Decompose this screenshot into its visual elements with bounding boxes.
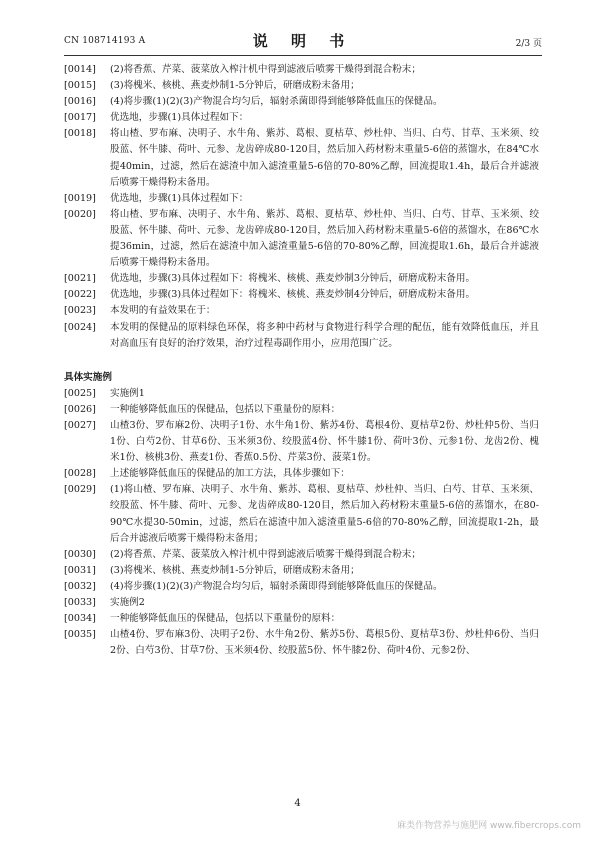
paragraph-number: [0031] — [64, 564, 96, 576]
paragraph-number: [0025] — [64, 387, 96, 399]
paragraph-text: 实施例2 — [110, 597, 145, 608]
paragraph-text: (2)将香蕉、芹菜、菠菜放入榨汁机中得到滤液后喷雾干燥得到混合粉末； — [110, 548, 421, 560]
paragraph-number: [0033] — [64, 597, 96, 608]
paragraph-number: [0028] — [64, 468, 96, 480]
paragraph-number: [0019] — [64, 192, 96, 204]
paragraph-text: 优选地，步骤(3)具体过程如下：将槐米、核桃、燕麦炒制3分钟后，研磨成粉末备用。 — [110, 273, 476, 285]
paragraph-number: [0018] — [64, 128, 96, 140]
paragraph — [64, 466, 539, 482]
paragraph — [64, 191, 539, 207]
paragraph — [64, 386, 539, 402]
paragraph — [64, 611, 539, 627]
header-rule — [64, 55, 542, 56]
paragraph-text: 一种能够降低血压的保健品，包括以下重量份的原料： — [110, 403, 341, 415]
paragraph-text: 优选地，步骤(1)具体过程如下： — [110, 112, 249, 124]
paragraph — [64, 303, 539, 319]
paragraph-text: 实施例1 — [110, 387, 145, 399]
paragraph-number: [0029] — [64, 484, 96, 496]
paragraph-number: [0034] — [64, 613, 96, 625]
paragraph — [64, 627, 539, 659]
paragraph — [64, 579, 539, 595]
paragraph-text: 将山楂、罗布麻、决明子、水牛角、紫苏、葛根、夏枯草、炒杜仲、当归、白芍、甘草、玉米须、绞股蓝、怀牛膝、荷叶、元参、龙齿碎成80-120目，然后加入药材粉末重量5-6倍的蒸馏水，在84℃水提40min，过滤，然后在滤渣中加入滤渣重量5-6倍的70-80%乙醇，回流提取1.4h，最后合并滤液后喷雾干燥得粉末备用。 — [110, 128, 539, 188]
paragraph — [64, 547, 539, 563]
section-spacer — [64, 352, 539, 368]
paragraph-list — [64, 62, 539, 352]
page-header — [64, 26, 542, 52]
document-body — [64, 62, 539, 659]
watermark: 麻类作物营养与施肥网 www.fibercrops.com — [397, 821, 581, 831]
paragraph-text: 山楂3份、罗布麻2份、决明子1份、水牛角1份、紫苏4份、葛根4份、夏枯草2份、炒杜仲5份、当归1份、白芍2份、甘草6份、玉米须3份、绞股蓝4份、怀牛膝1份、荷叶3份、元参1份、龙齿2份、槐米1份、核桃3份、燕麦1份、香蕉0.5份、芹菜3份、菠菜1份。 — [110, 419, 539, 464]
paragraph-text: 优选地，步骤(3)具体过程如下：将槐米、核桃、燕麦炒制4分钟后，研磨成粉末备用。 — [110, 289, 476, 301]
paragraph-text: (1)将山楂、罗布麻、决明子、水牛角、紫苏、葛根、夏枯草、炒杜仲、当归、白芍、甘草、玉米须、绞股蓝、怀牛膝、荷叶、元参、龙齿碎成80-120目，然后加入药材粉末重量5-6倍的蒸馏水，在80-90℃水提30-50min，过滤，然后在滤渣中加入滤渣重量5-6倍的70-80%乙醇，回流提取1-2h，最后合并滤液后喷雾干燥得粉末备用； — [110, 484, 539, 544]
paragraph-text: (4)将步骤(1)(2)(3)产物混合均匀后，辐射杀菌即得到能够降低血压的保健品。 — [110, 96, 443, 108]
paragraph — [64, 563, 539, 579]
patent-number: CN 108714193 A — [64, 36, 146, 46]
paragraph-number: [0015] — [64, 80, 96, 92]
paragraph — [64, 271, 539, 287]
paragraph-text: (3)将槐米、核桃、燕麦炒制1-5分钟后，研磨成粉末备用； — [110, 564, 360, 576]
paragraph — [64, 207, 539, 271]
paragraph-number: [0023] — [64, 305, 96, 317]
paragraph — [64, 78, 539, 94]
paragraph-text: (4)将步骤(1)(2)(3)产物混合均匀后，辐射杀菌即得到能够降低血压的保健品。 — [110, 580, 443, 592]
paragraph-list-examples — [64, 386, 539, 660]
paragraph-number: [0032] — [64, 580, 96, 592]
paragraph-number: [0026] — [64, 403, 96, 415]
paragraph — [64, 402, 539, 418]
paragraph — [64, 595, 539, 611]
paragraph-text: 本发明的保健品的原料绿色环保，将多种中药材与食物进行科学合理的配伍，能有效降低血压，并且对高血压有良好的治疗效果，治疗过程毒副作用小，应用范围广泛。 — [110, 321, 539, 349]
paragraph-number: [0016] — [64, 96, 96, 108]
paragraph-text: 山楂4份、罗布麻3份、决明子2份、水牛角2份、紫苏5份、葛根5份、夏枯草3份、炒杜仲6份、当归2份、白芍3份、甘草7份、玉米须4份、绞股蓝5份、怀牛膝2份、荷叶4份、元参2份、 — [110, 629, 539, 657]
section-title: 具体实施例 — [64, 371, 112, 383]
paragraph-text: 上述能够降低血压的保健品的加工方法，具体步骤如下： — [110, 468, 350, 480]
paragraph-number: [0021] — [64, 273, 96, 285]
paragraph-number: [0024] — [64, 321, 96, 333]
paragraph — [64, 418, 539, 466]
paragraph — [64, 94, 539, 110]
paragraph-text: (2)将香蕉、芹菜、菠菜放入榨汁机中得到滤液后喷雾干燥得到混合粉末； — [110, 64, 421, 75]
paragraph-number: [0022] — [64, 289, 96, 301]
paragraph-number: [0027] — [64, 419, 96, 431]
paragraph-number: [0035] — [64, 629, 96, 641]
paragraph-text: 将山楂、罗布麻、决明子、水牛角、紫苏、葛根、夏枯草、炒杜仲、当归、白芍、甘草、玉米须、绞股蓝、怀牛膝、荷叶、元参、龙齿碎成80-120目，然后加入药材粉末重量5-6倍的蒸馏水，在86℃水提36min，过滤，然后在滤渣中加入滤渣重量5-6倍的70-80%乙醇，回流提取1.6h，最后合并滤液后喷雾干燥得粉末备用。 — [110, 208, 539, 269]
paragraph — [64, 126, 539, 190]
paragraph-text: (3)将槐米、核桃、燕麦炒制1-5分钟后，研磨成粉末备用； — [110, 80, 360, 92]
paragraph — [64, 287, 539, 303]
paragraph-text: 一种能够降低血压的保健品，包括以下重量份的原料： — [110, 613, 341, 625]
paragraph-number: [0014] — [64, 64, 96, 75]
paragraph-number: [0020] — [64, 208, 96, 220]
document-title: 说 明 书 — [252, 32, 354, 50]
paragraph-number: [0030] — [64, 548, 96, 560]
page-indicator: 2/3 页 — [515, 39, 542, 49]
paragraph-text: 本发明的有益效果在于： — [110, 305, 216, 317]
paragraph-number: [0017] — [64, 112, 96, 124]
paragraph — [64, 62, 539, 78]
paragraph — [64, 320, 539, 352]
paragraph-text: 优选地，步骤(1)具体过程如下： — [110, 192, 249, 204]
paragraph — [64, 482, 539, 546]
paragraph — [64, 110, 539, 126]
page-number: 4 — [294, 798, 301, 809]
